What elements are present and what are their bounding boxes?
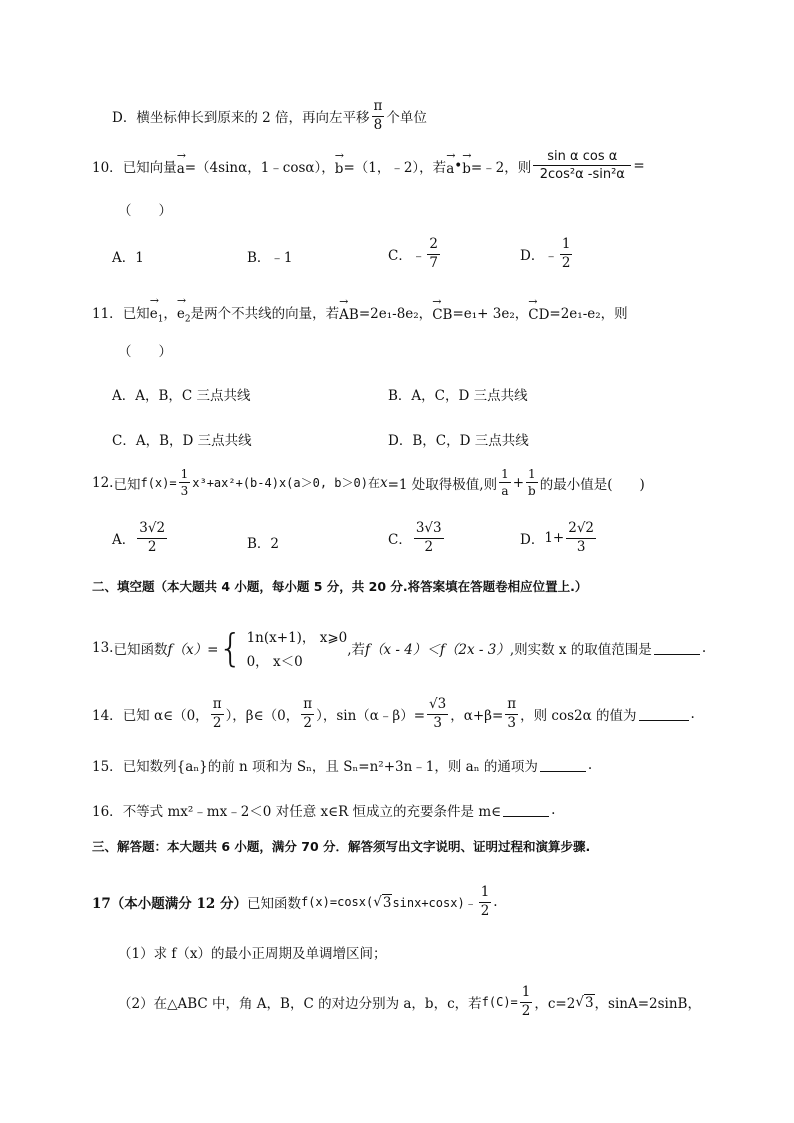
- q13-stem: [92, 626, 706, 670]
- q11-paren: （ ）: [118, 344, 172, 360]
- q17-fraction: [479, 886, 492, 918]
- question-number: 12.: [92, 474, 114, 491]
- q12-stem: [92, 468, 645, 497]
- frac-den: 3: [507, 714, 516, 731]
- vector-a: → a: [177, 155, 185, 177]
- q9-optd-post: 个单位: [386, 110, 427, 126]
- vector-cd: → CD: [528, 301, 549, 323]
- q12-optc-fraction: [414, 522, 444, 554]
- q14-stem: [92, 698, 695, 730]
- q14-text-2: ），β∈（0，: [225, 708, 300, 724]
- q9-optd-fraction: [372, 100, 385, 132]
- q11-option-c[interactable]: C．A，B，D 三点共线: [112, 433, 252, 449]
- q11-ab-value: =2e₁‑8e₂，: [358, 306, 433, 323]
- frac-den: 3: [433, 714, 442, 731]
- frac-den: 2: [147, 538, 157, 555]
- frac-num: π: [301, 698, 314, 715]
- q12-option-b[interactable]: B．2: [247, 536, 280, 552]
- q13-text: 已知函数: [113, 642, 168, 658]
- q17-p2-text: （2）在△ABC 中，角 A，B，C 的对边分别为 a，b，c，若: [118, 996, 482, 1012]
- option-prefix: 1+: [544, 530, 565, 546]
- q14-text-5: ，则 cos2α 的值为: [520, 708, 637, 724]
- q9-option-d: [112, 100, 427, 132]
- section-fill-in-heading: 二、填空题（本大题共 4 小题，每小题 5 分，共 20 分.将答案填在答题卷相应位置上.）: [92, 579, 588, 594]
- option-label: D．: [520, 532, 545, 548]
- q17-text: 已知函数: [246, 896, 301, 912]
- vector-ab: → AB: [339, 301, 359, 323]
- q11-option-d[interactable]: D．B，C，D 三点共线: [388, 433, 529, 449]
- q13-fx: f（x）=: [167, 642, 219, 658]
- frac-den: a: [501, 484, 509, 498]
- sign: ﹣: [411, 248, 426, 264]
- q9-optd-text: D．横坐标伸长到原来的 2 倍，再向左平移: [112, 110, 370, 126]
- q10-b-value: =（1，﹣2），若: [343, 159, 447, 176]
- frac-num: 1: [520, 986, 533, 1003]
- frac-den: b: [528, 484, 536, 498]
- frac-num: √3: [427, 698, 448, 715]
- q13-tail: ,则实数 x 的取值范围是: [509, 642, 652, 658]
- sqrt-3: [373, 894, 392, 911]
- e-symbol: e: [149, 306, 158, 322]
- q17-p2-fraction: [520, 986, 533, 1018]
- frac-den: 2cos²α ‑sin²α: [539, 167, 625, 182]
- q16-stem: [92, 800, 555, 820]
- q12-option-c[interactable]: [388, 522, 446, 554]
- sqrt-3: [575, 994, 594, 1011]
- frac-den: 2: [212, 714, 222, 731]
- question-number: 14．: [92, 708, 123, 724]
- q17-p2-tail: ，sinA=2sinB，: [594, 996, 701, 1012]
- question-number: 11．: [92, 306, 123, 323]
- section-answer-heading: 三、解答题：本大题共 6 小题，满分 70 分．解答须写出文字说明、证明过程和演算步骤.: [92, 839, 591, 854]
- q10-dot-value: =﹣2，则: [470, 159, 532, 176]
- vector-b-2: → b: [462, 155, 471, 177]
- frac-num: 1: [479, 886, 492, 903]
- q11-text: 已知: [122, 306, 150, 323]
- frac-den: 7: [429, 254, 438, 271]
- q11-stem: 11． 已知 → $e_1$ ， → $e_2$ 是两个不共线的向量，若 → AB =2e₁‑8e₂， → CB =e₁+ 3e₂， → CD =2e₁‑e₂，则: [92, 300, 628, 325]
- q14-text-4: ，α+β=: [450, 708, 504, 724]
- q10-a-value: =（4sinα，1﹣cosα），: [184, 159, 335, 176]
- q12-opta-fraction: [137, 522, 167, 554]
- frac-den: 2: [521, 1002, 531, 1019]
- q12-option-a[interactable]: [112, 522, 169, 554]
- q10-text: 已知向量: [122, 159, 177, 176]
- q11-option-a[interactable]: A．A，B，C 三点共线: [112, 388, 251, 404]
- q11-option-b[interactable]: B．A，C，D 三点共线: [388, 388, 528, 404]
- frac-num: sin α cos α: [533, 150, 631, 166]
- piecewise-function: [218, 626, 347, 670]
- frac-num: π: [211, 698, 224, 715]
- case-1: 1n(x+1)， x⩾0: [246, 630, 348, 646]
- option-label: C．: [388, 532, 412, 548]
- radical-sign: √: [575, 993, 584, 1010]
- q12-fraction-2: [499, 468, 511, 497]
- frac-num: 1: [180, 467, 189, 481]
- plus: +: [512, 474, 525, 491]
- q15-text: 已知数列{aₙ}的前 n 项和为 Sₙ，且 Sₙ=n²+3n﹣1，则 aₙ 的通项为: [122, 759, 538, 775]
- option-label: A．: [112, 532, 136, 548]
- q12-function: f(x)=: [140, 475, 177, 490]
- frac-den: 8: [373, 116, 383, 133]
- answer-blank[interactable]: [503, 804, 549, 817]
- option-label: D．: [520, 248, 545, 264]
- q17-function: f(x)=cosx(: [300, 895, 374, 909]
- q12-tail: 的最小值是( ): [539, 476, 645, 493]
- period: .: [493, 894, 498, 910]
- q12-text-2: =1 处取得极值,则: [387, 476, 498, 493]
- e-symbol: e: [176, 306, 185, 322]
- cases: [247, 626, 348, 670]
- q17-function-2: sinx+cosx)﹣: [392, 895, 477, 910]
- frac-num: 1: [528, 467, 536, 481]
- q12-option-d[interactable]: [520, 522, 598, 554]
- q14-fraction-3: [427, 698, 448, 730]
- q10-tail: =: [633, 157, 645, 174]
- vector-e2: [177, 300, 191, 325]
- q14-text-1: 已知 α∈（0，: [122, 708, 209, 724]
- radicand: 3: [584, 994, 594, 1011]
- q13-mid: ,若: [347, 642, 366, 658]
- subscript: 1: [157, 314, 164, 325]
- vector-b: → b: [335, 155, 344, 177]
- q11-mid: 是两个不共线的向量，若: [190, 306, 340, 323]
- question-number: 16．: [92, 804, 123, 820]
- q14-text-3: ），sin（α﹣β）=: [316, 708, 426, 724]
- q10-option-c[interactable]: [388, 238, 442, 270]
- frac-num: 3√3: [414, 522, 444, 539]
- frac-den: 3: [576, 538, 586, 555]
- frac-num: 1: [560, 238, 573, 255]
- q12-x: x: [379, 474, 388, 491]
- period: .: [690, 706, 695, 722]
- case-2: 0， x＜0: [246, 654, 303, 670]
- q12-fraction-3: [526, 468, 538, 497]
- q17-stem: [92, 886, 498, 918]
- answer-blank[interactable]: [639, 708, 689, 721]
- q10-stem: [92, 150, 645, 181]
- q12-text: 已知: [113, 476, 141, 493]
- radicand: 3: [382, 894, 392, 911]
- period: .: [587, 757, 593, 773]
- q12-optd-fraction: [566, 522, 596, 554]
- sign: ﹣: [544, 248, 558, 264]
- frac-num: 1: [501, 467, 509, 481]
- period: .: [701, 640, 707, 656]
- option-label: C．: [388, 248, 412, 264]
- frac-num: π: [372, 100, 385, 117]
- q10-option-a[interactable]: A．1: [112, 250, 144, 266]
- period: .: [551, 802, 556, 818]
- frac-num: 3√2: [137, 522, 167, 539]
- q15-stem: [92, 755, 592, 775]
- q12-fraction-1: [179, 468, 191, 497]
- frac-num: π: [505, 698, 518, 715]
- frac-den: 2: [424, 538, 434, 555]
- q10-fraction: [533, 150, 631, 181]
- answer-blank[interactable]: [654, 642, 700, 655]
- frac-num: 2: [427, 238, 440, 255]
- q17-part-1: （1）求 f（x）的最小正周期及单调增区间；: [118, 946, 387, 962]
- vector-cb: → CB: [432, 301, 452, 323]
- frac-den: 3: [180, 484, 189, 498]
- q12-function-2: x³+ax²+(b-4)x(a＞0, b＞0)在: [192, 476, 380, 490]
- q16-text: 不等式 mx²﹣mx﹣2＜0 对任意 x∈R 恒成立的充要条件是 m∈: [122, 804, 502, 820]
- q10-optd-fraction: [560, 238, 573, 270]
- frac-den: 2: [480, 902, 490, 919]
- q17-part-2: [118, 986, 701, 1018]
- frac-den: 2: [561, 254, 571, 271]
- question-number: 13.: [92, 640, 114, 656]
- q14-fraction-1: [211, 698, 224, 730]
- q14-fraction-2: [301, 698, 314, 730]
- q10-paren: （ ）: [118, 203, 172, 219]
- q10-option-b[interactable]: B．﹣1: [247, 250, 293, 266]
- subscript: 2: [184, 314, 191, 325]
- q11-cb-value: =e₁+ 3e₂，: [452, 306, 529, 323]
- dot-symbol: •: [454, 157, 463, 174]
- vector-e1: [150, 300, 164, 325]
- vector-a-2: → a: [446, 155, 454, 177]
- question-number: 10．: [92, 159, 123, 176]
- left-brace: {: [218, 626, 243, 670]
- q14-fraction-4: [505, 698, 518, 730]
- q17-p2-function: f(C)=: [481, 995, 518, 1009]
- q13-condition: f（x - 4）＜f（2x - 3）: [365, 642, 510, 658]
- answer-blank[interactable]: [540, 759, 586, 772]
- radical-sign: √: [373, 893, 382, 910]
- q11-cd-value: =2e₁‑e₂，则: [549, 306, 628, 323]
- q17-p2-c: ，c=2: [534, 996, 576, 1012]
- question-number: 15．: [92, 759, 123, 775]
- q10-optc-fraction: [427, 238, 440, 270]
- q10-option-d[interactable]: [520, 238, 574, 270]
- frac-num: 2√2: [566, 522, 596, 539]
- frac-den: 2: [303, 714, 312, 731]
- q17-heading: 17（本小题满分 12 分）: [92, 896, 247, 912]
